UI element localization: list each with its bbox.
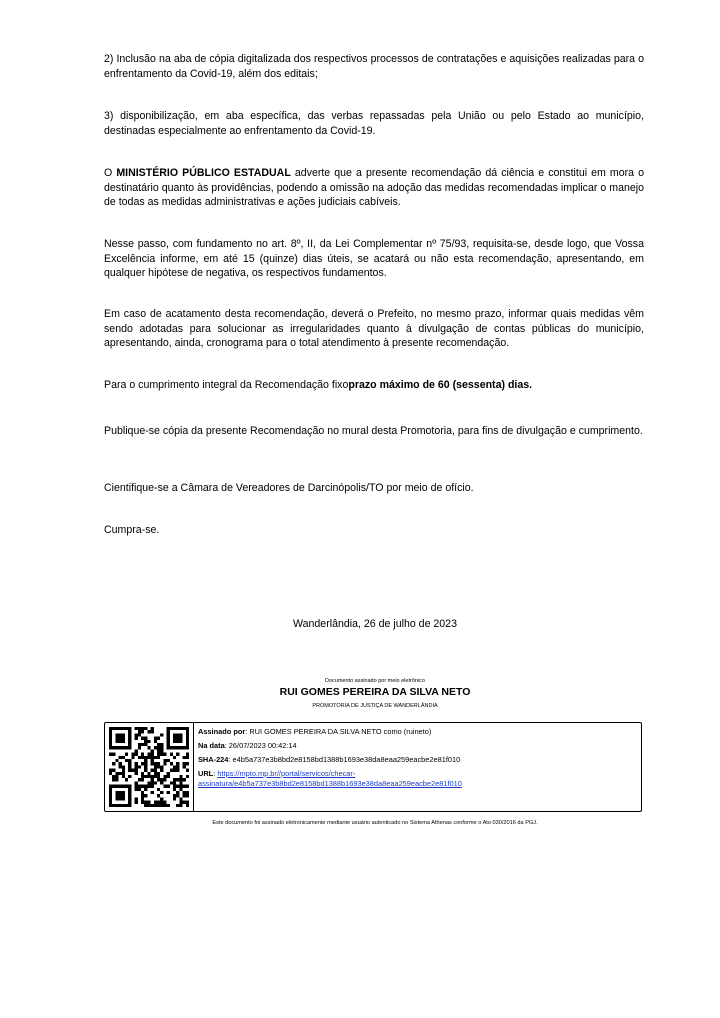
- verification-link[interactable]: [198, 769, 462, 788]
- paragraph-closing: Cumpra-se.: [104, 524, 160, 536]
- paragraph-deadline: [104, 378, 644, 393]
- footer-note: Este documento foi assinado eletronicamente mediante usuário autenticado no Sistema Athenas conforme o Ato 030/2016 da PGJ.: [212, 820, 538, 826]
- signer-name: RUI GOMES PEREIRA DA SILVA NETO: [279, 686, 471, 698]
- warning-lead: O: [104, 167, 117, 179]
- paragraph-requisition: Nesse passo, com fundamento no art. 8º, II, da Lei Complementar nº 75/93, requisita-se, desde logo, que Vossa Excelência informe, em até 15 (quinze) dias úteis, se acatará ou não esta recomendação, apresentando, em qualquer hipótese de negativa, os respectivos fundamentos.: [104, 238, 644, 280]
- url-separator: :: [213, 769, 218, 778]
- signed-by-value: : RUI GOMES PEREIRA DA SILVA NETO como (ruineto): [245, 727, 432, 736]
- url-row: [198, 769, 637, 789]
- paragraph-item-2: 2) Inclusão na aba de cópia digitalizada dos respectivos processos de contratações e aquisições realizadas para o enfrentamento da Covid-19, além dos editais;: [104, 53, 644, 80]
- deadline-lead: Para o cumprimento integral da Recomendação fixo: [104, 379, 349, 391]
- signature-caption: Documento assinado por meio eletrônico: [325, 678, 425, 684]
- signed-date-value: : 26/07/2023 00:42:14: [224, 741, 297, 750]
- signed-by-label: Assinado por: [198, 727, 246, 736]
- hash-label: SHA-224: [198, 755, 229, 764]
- paragraph-publish: Publique-se cópia da presente Recomendação no mural desta Promotoria, para fins de divulgação e cumprimento.: [104, 425, 643, 437]
- url-label: URL: [198, 769, 214, 778]
- signed-date-row: [198, 741, 637, 751]
- signed-date-label: Na data: [198, 741, 225, 750]
- signed-by-row: [198, 727, 637, 737]
- signature-box: [104, 722, 642, 812]
- hash-value: : e4b5a737e3b8bd2e8158bd1388b1693e38da8eaa259eacbe2e81f010: [228, 755, 461, 764]
- signature-details: [193, 723, 641, 811]
- date-line: Wanderlândia, 26 de julho de 2023: [293, 618, 457, 630]
- ministry-name: MINISTÉRIO PÚBLICO ESTADUAL: [116, 167, 291, 179]
- paragraph-item-3: 3) disponibilização, em aba específica, das verbas repassadas pela União ou pelo Estado ao município, destinadas especialmente ao enfrentamento da Covid-19.: [104, 110, 644, 137]
- url-line-1: https://mpto.mp.br//portal/servicos/checar-: [217, 769, 356, 778]
- qr-code-icon[interactable]: [109, 727, 189, 807]
- paragraph-compliance: Em caso de acatamento desta recomendação, deverá o Prefeito, no mesmo prazo, informar quais medidas vêm sendo adotadas para solucionar as irregularidades quanto à divulgação de contas públicas do município, apresentando, ainda, cronograma para o total atendimento à presente recomendação.: [104, 308, 644, 350]
- url-line-2: assinatura/e4b5a737e3b8bd2e8158bd1388b1693e38da8eaa259eacbe2e81f010: [198, 779, 462, 788]
- warning-text: adverte que a presente recomendação dá ciência e constitui em mora o destinatário quanto às providências, podendo a omissão na adoção das medidas recomendadas implicar o manejo de todas as medidas administrativas e ações judiciais cabíveis.: [104, 167, 644, 209]
- hash-row: [198, 755, 637, 765]
- signer-office: PROMOTORIA DE JUSTIÇA DE WANDERLÂNDIA: [312, 703, 438, 709]
- deadline-bold: prazo máximo de 60 (sessenta) dias.: [348, 379, 533, 391]
- paragraph-notify: Cientifique-se a Câmara de Vereadores de Darcinópolis/TO por meio de ofício.: [104, 482, 474, 494]
- paragraph-warning: [104, 166, 644, 210]
